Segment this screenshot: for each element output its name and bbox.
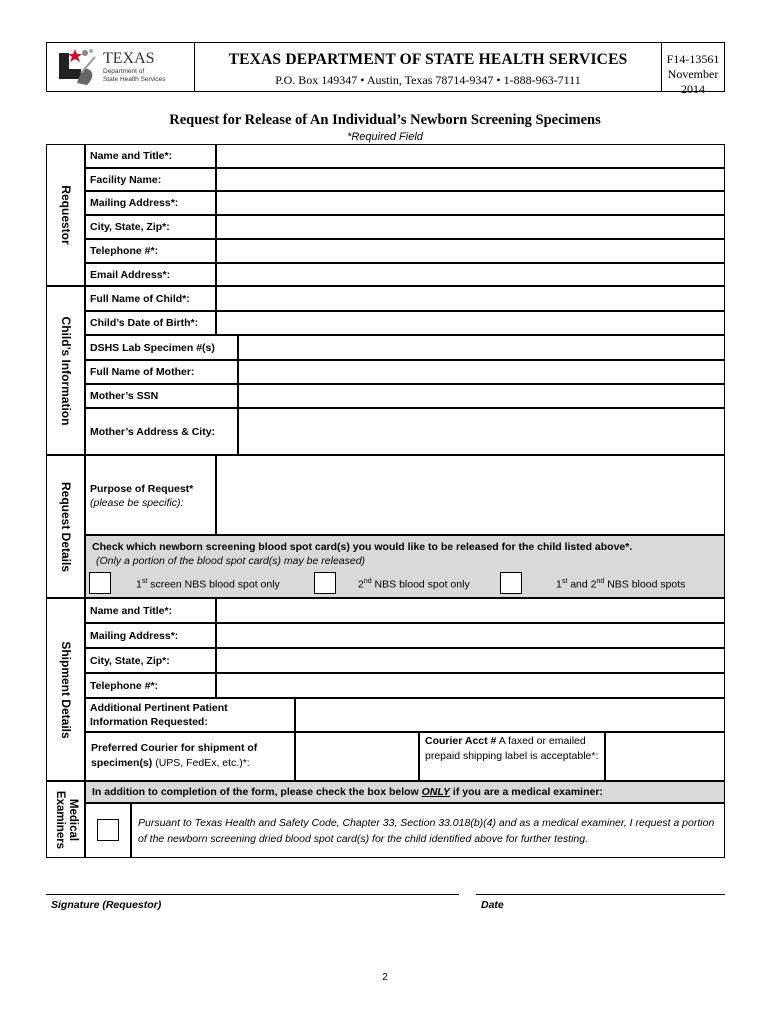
logo-word: TEXAS <box>103 50 155 67</box>
option-3-label: 1st and 2nd NBS blood spots <box>556 578 686 591</box>
checkbox-panel <box>85 535 725 598</box>
date-line[interactable] <box>476 894 725 895</box>
acct-note: A faxed or emailed prepaid shipping label is acceptable*: <box>425 735 599 762</box>
agency-name: TEXAS DEPARTMENT OF STATE HEALTH SERVICES <box>228 51 628 68</box>
field-label: Full Name of Child*: <box>90 292 190 305</box>
field-input[interactable] <box>238 384 725 408</box>
field-label-cell <box>85 598 216 623</box>
courier-note: (UPS, FedEx, etc.)*: <box>155 757 250 769</box>
medical-statement-cell <box>131 803 725 858</box>
field-label-cell <box>85 335 238 360</box>
form-number: F14-13561 <box>666 52 720 66</box>
section-shipment <box>46 598 85 781</box>
form-code-block <box>662 43 724 96</box>
document-title: Request for Release of An Individual’s Newborn Screening Specimens <box>169 112 601 128</box>
courier-label: Preferred Courier for shipment of specimen(s) <box>91 742 258 769</box>
signature-label: Signature (Requestor) <box>51 899 162 911</box>
form-header <box>46 42 725 96</box>
field-input[interactable] <box>216 144 725 168</box>
field-input[interactable] <box>238 408 725 455</box>
field-input[interactable] <box>216 623 725 648</box>
field-input[interactable] <box>216 191 725 215</box>
field-input[interactable] <box>216 673 725 698</box>
medical-heading-cell <box>85 781 725 803</box>
field-input[interactable] <box>216 286 725 311</box>
field-label-cell <box>85 673 216 698</box>
agency-block <box>195 43 662 91</box>
field-label: DSHS Lab Specimen #(s) <box>90 341 215 354</box>
option-1-label: 1st screen NBS blood spot only <box>136 578 280 591</box>
field-label: Mother’s Address & City: <box>90 425 216 438</box>
courier-field[interactable] <box>295 732 419 781</box>
check-note: (Only a portion of the blood spot card(s) may be released) <box>96 555 366 567</box>
dshs-logo <box>47 43 195 91</box>
field-input[interactable] <box>216 311 725 335</box>
medical-checkbox-cell <box>85 803 131 858</box>
option-2-checkbox[interactable] <box>314 572 336 594</box>
field-label-cell <box>85 144 216 168</box>
field-label: Telephone #*: <box>90 679 159 692</box>
additional-field[interactable] <box>295 698 725 732</box>
field-label-cell <box>85 648 216 673</box>
section-child <box>46 286 85 455</box>
date-label: Date <box>481 899 504 911</box>
acct-field[interactable] <box>605 732 725 781</box>
field-label-cell <box>85 215 216 239</box>
section-request <box>46 455 85 598</box>
section-medical <box>46 781 85 858</box>
field-label-cell <box>85 311 216 335</box>
field-label-cell <box>85 360 238 384</box>
field-label: City, State, Zip*: <box>90 221 170 233</box>
field-label-cell <box>85 239 216 263</box>
field-label: Name and Title*: <box>90 150 173 162</box>
field-label: Mailing Address*: <box>90 197 179 209</box>
acct-label-cell <box>419 732 605 781</box>
option-1-checkbox[interactable] <box>89 572 111 594</box>
required-field-note: *Required Field <box>347 131 423 143</box>
field-label: Child’s Date of Birth*: <box>90 317 199 329</box>
section-label: Child’s Information <box>58 316 73 425</box>
purpose-label: Purpose of Request* <box>90 483 194 495</box>
field-input[interactable] <box>238 360 725 384</box>
field-input[interactable] <box>216 648 725 673</box>
field-label-cell <box>85 286 216 311</box>
agency-address: P.O. Box 149347 • Austin, Texas 78714-9347 • 1-888-963-7111 <box>275 73 581 87</box>
field-label: Email Address*: <box>90 268 171 281</box>
field-label-cell <box>85 263 216 286</box>
medical-heading: In addition to completion of the form, please check the box below ONLY if you are a medical examiner: <box>92 786 603 798</box>
page-number: 2 <box>382 972 388 983</box>
field-label: City, State, Zip*: <box>90 654 170 667</box>
additional-label-cell <box>85 698 295 732</box>
courier-label-cell <box>85 732 295 781</box>
field-label: Name and Title*: <box>90 604 173 617</box>
purpose-note: (please be specific): <box>90 497 184 509</box>
field-input[interactable] <box>238 335 725 360</box>
field-label: Mailing Address*: <box>90 629 179 642</box>
field-label-cell <box>85 168 216 191</box>
medical-examiner-checkbox[interactable] <box>97 819 119 841</box>
section-label: Medical Examiners <box>53 790 79 849</box>
purpose-label-cell <box>85 455 216 535</box>
field-label: Mother’s SSN <box>90 390 159 402</box>
field-label-cell <box>85 408 238 455</box>
medical-statement: Pursuant to Texas Health and Safety Code, Chapter 33, Section 33.018(b)(4) and as a medical examiner, I request a portion of the newborn screening dried blood spot card(s) for the child identified above for further testing. <box>138 817 715 845</box>
option-2-label: 2nd NBS blood spot only <box>358 578 470 591</box>
field-input[interactable] <box>216 239 725 263</box>
field-input[interactable] <box>216 598 725 623</box>
form-date: November 2014 <box>667 67 719 96</box>
section-label: Shipment Details <box>58 640 73 739</box>
purpose-field[interactable] <box>216 455 725 535</box>
section-label: Requestor <box>58 185 73 245</box>
field-label-cell <box>85 191 216 215</box>
field-label: Full Name of Mother: <box>90 366 195 378</box>
field-label: Facility Name: <box>90 173 162 186</box>
section-label: Request Details <box>58 481 73 572</box>
field-input[interactable] <box>216 168 725 191</box>
check-heading: Check which newborn screening blood spot card(s) you would like to be released for the child listed above*. <box>92 541 633 553</box>
logo-sub1: Department of <box>103 68 145 75</box>
section-requestor <box>46 144 85 286</box>
field-label-cell <box>85 623 216 648</box>
field-input[interactable] <box>216 215 725 239</box>
additional-label: Additional Pertinent Patient Information Requested: <box>90 702 228 728</box>
field-label-cell <box>85 384 238 408</box>
option-3-checkbox[interactable] <box>500 572 522 594</box>
field-input[interactable] <box>216 263 725 286</box>
field-label: Telephone #*: <box>90 245 159 257</box>
acct-label: Courier Acct # <box>425 735 497 747</box>
signature-line[interactable] <box>46 894 459 895</box>
logo-sub2: State Health Services <box>103 76 166 83</box>
